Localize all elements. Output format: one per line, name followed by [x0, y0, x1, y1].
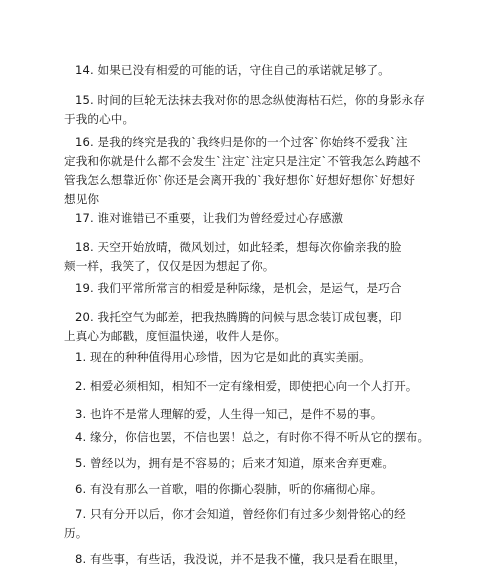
paragraph-4 — [75, 428, 435, 447]
text-line: 管我怎么想靠近你`你还是会离开我的`我好想你`好想好想你`好想好 — [64, 173, 416, 187]
paragraph-5 — [75, 454, 435, 473]
paragraph-19 — [75, 279, 435, 298]
text-line: 历。 — [64, 526, 88, 540]
text-line: 定我和你就是什么都不会发生`注定`注定只是注定`不管我怎么跨越不 — [64, 154, 421, 168]
paragraph-17 — [75, 209, 435, 228]
text-line: 6. 有没有那么一首歌，唱的你撕心裂肺，听的你痛彻心扉。 — [75, 482, 383, 496]
paragraph-16 — [64, 133, 435, 209]
text-line: 14. 如果已没有相爱的可能的话，守住自己的承诺就足够了。 — [75, 63, 390, 77]
paragraph-15 — [64, 91, 435, 129]
paragraph-18 — [64, 238, 435, 276]
text-line: 1. 现在的种种值得用心珍惜，因为它是如此的真实美丽。 — [75, 350, 371, 364]
text-line: 3. 也许不是常人理解的爱，人生得一知己，是件不易的事。 — [75, 407, 383, 421]
text-line: 8. 有些事，有些话，我没说，并不是我不懂，我只是看在眼里， — [75, 552, 406, 566]
paragraph-14 — [75, 61, 435, 80]
text-line: 20. 我托空气为邮差，把我热腾腾的问候与思念装订成包裹，印 — [75, 310, 402, 324]
text-line: 7. 只有分开以后，你才会知道，曾经你们有过多少刻骨铭心的经 — [75, 507, 406, 521]
paragraph-20 — [64, 308, 435, 346]
text-line: 17. 谁对谁错已不重要，让我们为曾经爱过心存感激 — [75, 211, 344, 225]
text-line: 想见你 — [64, 192, 100, 206]
text-line: 2. 相爱必须相知，相知不一定有缘相爱，即使把心向一个人打开。 — [75, 379, 418, 393]
text-line: 4. 缘分，你信也罢，不信也罢！总之，有时你不得不听从它的摆布。 — [75, 430, 430, 444]
paragraph-7 — [64, 505, 435, 543]
text-line: 19. 我们平常所常言的相爱是种际缘，是机会，是运气，是巧合 — [75, 281, 402, 295]
text-line: 18. 天空开始放晴，微风划过，如此轻柔，想每次你偷亲我的脸 — [75, 240, 402, 254]
paragraph-6 — [75, 480, 435, 499]
paragraph-8 — [75, 550, 435, 566]
text-line: 上真心为邮戳，度恒温快递，收件人是你。 — [64, 329, 287, 343]
paragraph-1 — [75, 348, 435, 367]
text-line: 颊一样，我笑了，仅仅是因为想起了你。 — [64, 259, 275, 273]
text-line: 5. 曾经以为，拥有是不容易的；后来才知道，原来舍弃更难。 — [75, 456, 395, 470]
text-line: 16. 是我的终究是我的`我终归是你的一个过客`你始终不爱我`注 — [75, 135, 408, 149]
paragraph-2 — [75, 377, 435, 396]
text-line: 15. 时间的巨轮无法抹去我对你的思念纵使海枯石烂，你的身影永存 — [75, 93, 425, 107]
text-line: 于我的心中。 — [64, 112, 135, 126]
paragraph-3 — [75, 405, 435, 424]
